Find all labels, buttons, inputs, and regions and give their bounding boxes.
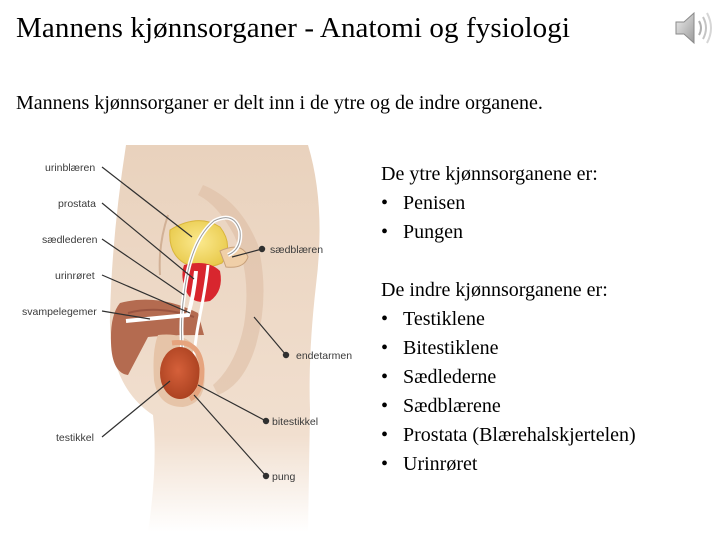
- list-item: [381, 363, 716, 392]
- label-testikkel: testikkel: [56, 432, 94, 444]
- inner-item-label: Urinrøret: [403, 453, 478, 475]
- inner-list: [381, 305, 716, 479]
- label-prostata: prostata: [58, 198, 96, 210]
- bullet: •: [381, 453, 389, 475]
- outer-heading: De ytre kjønnsorganene er:: [381, 163, 598, 185]
- inner-item-label: Prostata (Blærehalskjertelen): [403, 424, 636, 446]
- anatomy-diagram: [8, 145, 368, 532]
- outer-item-label: Pungen: [403, 221, 463, 243]
- list-item: [381, 189, 716, 218]
- inner-item-label: Sædblærene: [403, 395, 501, 417]
- label-urinblaeren: urinblæren: [45, 162, 96, 174]
- outer-item-label: Penisen: [403, 192, 466, 214]
- bullet: •: [381, 192, 389, 214]
- label-endetarmen: endetarmen: [296, 350, 353, 362]
- inner-item-label: Sædlederne: [403, 366, 497, 388]
- label-svampelegemer: svampelegemer: [22, 306, 97, 318]
- list-item: [381, 392, 716, 421]
- label-urinroret: urinrøret: [55, 270, 95, 282]
- list-item: [381, 450, 716, 479]
- label-pung: pung: [272, 471, 296, 483]
- list-item: [381, 305, 716, 334]
- bullet: •: [381, 308, 389, 330]
- label-bitestikkel: bitestikkel: [272, 416, 319, 428]
- outer-list: [381, 189, 716, 247]
- slide-title: Mannens kjønnsorganer - Anatomi og fysiologi: [16, 12, 570, 44]
- label-saedlederen: sædlederen: [42, 234, 98, 246]
- list-item: [381, 218, 716, 247]
- inner-heading: De indre kjønnsorganene er:: [381, 279, 608, 301]
- bullet: •: [381, 424, 389, 446]
- intro-text: Mannens kjønnsorganer er delt inn i de ytre og de indre organene.: [16, 92, 543, 114]
- testis-shape: [160, 347, 200, 399]
- bullet: •: [381, 337, 389, 359]
- list-item: [381, 334, 716, 363]
- bullet: •: [381, 366, 389, 388]
- list-item: [381, 421, 716, 450]
- organ-lists: [381, 160, 716, 479]
- inner-item-label: Bitestiklene: [403, 337, 499, 359]
- label-saedblaeren: sædblæren: [270, 244, 324, 256]
- bullet: •: [381, 395, 389, 417]
- inner-item-label: Testiklene: [403, 308, 485, 330]
- speaker-icon[interactable]: [672, 8, 716, 48]
- bullet: •: [381, 221, 389, 243]
